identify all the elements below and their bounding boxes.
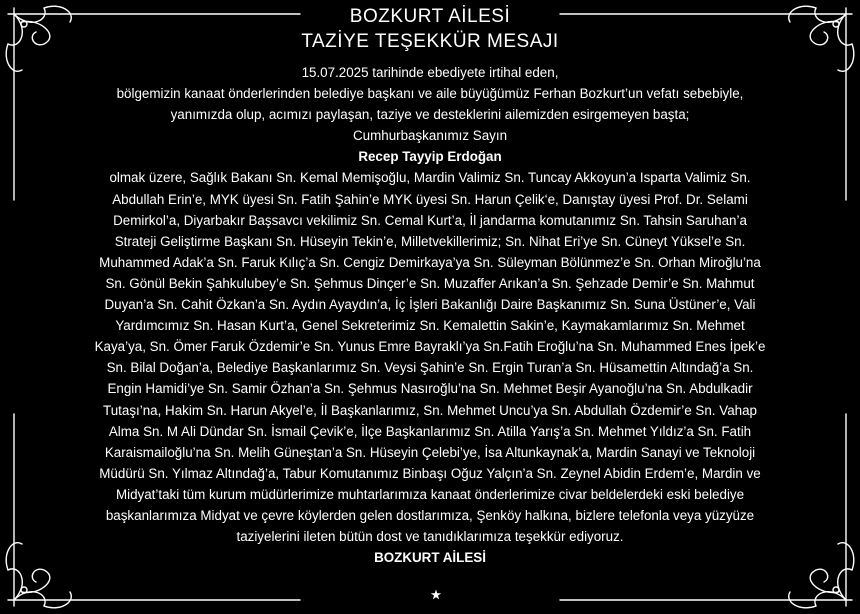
signature: BOZKURT AİLESİ (374, 550, 486, 566)
list-line: olmak üzere, Sağlık Bakanı Sn. Kemal Memişoğlu, Mardin Valimiz Sn. Tuncay Akkoyun’a Isparta Valimiz Sn. (109, 170, 751, 186)
subtitle: TAZİYE TEŞEKKÜR MESAJI (301, 31, 559, 52)
list-line: Müdürü Sn. Yılmaz Altındağ’a, Tabur Komutanımız Binbaşı Oğuz Yalçın’a Sn. Zeynel Abidin Erdem’e, Mardin ve (99, 465, 761, 481)
message-body (40, 62, 820, 568)
message-line: yanımızda olup, acımızı paylaşan, taziye ve desteklerini ailemizden esirgemeyen başta; (170, 107, 690, 123)
list-line: Abdullah Erin’e, MYK üyesi Sn. Fatih Şahin’e MYK üyesi Sn. Harun Çelik‘e, Danıştay üyesi Prof. Dr. Selami (112, 191, 748, 207)
list-line: Sn. Bilal Doğan’a, Belediye Başkanlarımız Sn. Veysi Şahin’e Sn. Ergin Turan’a Sn. Hüsamettin Altındağ’a Sn. (106, 360, 754, 376)
list-line: Alma Sn. M Ali Dündar Sn. İsmail Çevik’e, İlçe Başkanlarımız Sn. Atilla Yarış’a Sn. Mehmet Yıldız’a Sn. Fatih (108, 423, 752, 439)
list-line: Tutaşı’na, Hakim Sn. Harun Akyel’e, İl Başkanlarımız, Sn. Mehmet Uncu’ya Sn. Abdullah Özdemir’e Sn. Vahap (103, 402, 757, 418)
president-name: Recep Tayyip Erdoğan (358, 149, 502, 165)
list-line: Strateji Geliştirme Başkanı Sn. Hüseyin Tekin’e, Milletvekillerimiz; Sn. Nihat Eri’ye Sn. Cüneyt Yüksel’e Sn. (114, 233, 746, 249)
crescent-star-icon (414, 582, 444, 608)
message-line: bölgemizin kanaat önderlerinden belediye başkanı ve aile büyüğümüz Ferhan Bozkurt’un vefatı sebebiyle, (116, 86, 744, 102)
message-line: Cumhurbaşkanımız Sayın (352, 128, 508, 144)
title: BOZKURT AİLESİ (349, 6, 511, 27)
message-line: 15.07.2025 tarihinde ebediyete irtihal eden, (301, 65, 559, 80)
list-line: Muhammed Adak’a Sn. Faruk Kılıç’a Sn. Cengiz Demirkaya’ya Sn. Süleyman Bölünmez’e Sn. Orhan Miroğlu’na (99, 254, 761, 270)
list-line: Yardımcımız Sn. Hasan Kurt’a, Genel Sekreterimiz Sn. Kemalettin Sakin’e, Kaymakamlarımız Sn. Mehmet (115, 318, 745, 334)
list-line: Demirkol’a, Diyarbakır Başsavcı vekilimiz Sn. Cemal Kurt’a, İl jandarma komutanımız Sn. Tahsin Saruhan’a (113, 212, 747, 228)
list-line: Midyat’taki tüm kurum müdürlerimize muhtarlarımıza kanaat önderlerimize civar beldelerdeki eski belediye (115, 486, 745, 502)
list-line: başkanlarımıza Midyat ve çevre köylerden gelen dostlarımıza, Şenköy halkına, bizlere telefonla veya yüzyüze (105, 507, 755, 523)
list-line: Duyan’a Sn. Cahit Özkan’a Sn. Aydın Ayaydın’a, İç İşleri Bakanlığı Daire Başkanımız Sn. Suna Üstüner’e, Vali (104, 297, 756, 313)
list-line: Sn. Gönül Bekin Şahkulubey’e Sn. Şehmus Dinçer’e Sn. Muzaffer Arıkan’a Sn. Şehzade Demir’e Sn. Mahmut (105, 275, 755, 291)
list-line: Kaya’ya, Sn. Ömer Faruk Özdemir’e Sn. Yunus Emre Bayraklı’ya Sn.Fatih Eroğlu’na Sn. Muhammed Enes İpek’e (94, 339, 766, 355)
list-line: taziyelerini ileten bütün dost ve tanıdıklarımıza teşekkür ediyoruz. (236, 529, 624, 545)
list-line: Karaismailoğlu’na Sn. Melih Güneştan’a Sn. Hüseyin Çelebi’ye, İsa Altunkaynak’a, Mardin Sanayi ve Teknoloji (104, 444, 756, 460)
list-line: Engin Hamidi’ye Sn. Samir Özhan’a Sn. Şehmus Nasıroğlu’na Sn. Mehmet Beşir Ayanoğlu’na Sn. Abdulkadir (107, 381, 753, 397)
